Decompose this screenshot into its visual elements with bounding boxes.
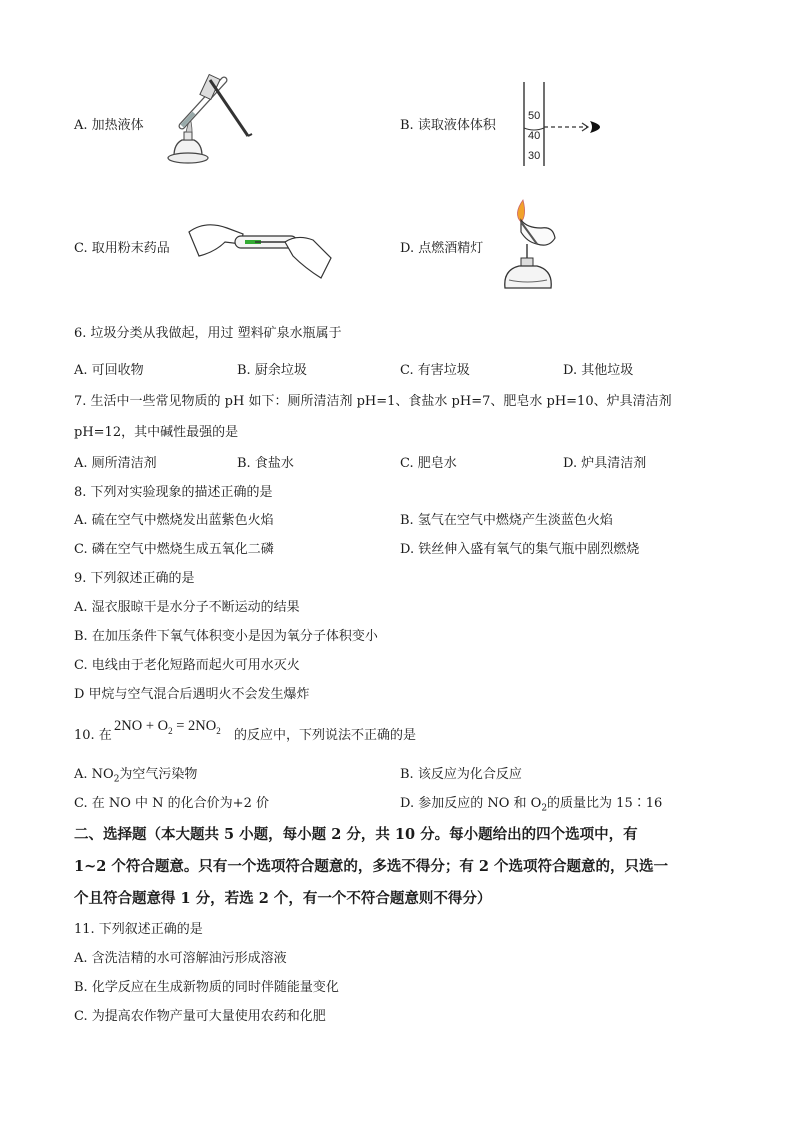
graduated-cylinder-figure: [520, 80, 610, 170]
q9-stem: 9. 下列叙述正确的是: [74, 571, 195, 586]
q8-option-a: A. 硫在空气中燃烧发出蓝紫色火焰: [74, 513, 274, 528]
q8-option-b: B. 氢气在空气中燃烧产生淡蓝色火焰: [400, 513, 613, 528]
heating-liquid-figure: [152, 66, 254, 170]
q9-option-c: C. 电线由于老化短路而起火可用水灭火: [74, 658, 300, 673]
q6-option-a: A. 可回收物: [74, 363, 144, 378]
q7-option-c: C. 肥皂水: [400, 456, 457, 471]
q9-option-a: A. 湿衣服晾干是水分子不断运动的结果: [74, 600, 300, 615]
q8-stem: 8. 下列对实验现象的描述正确的是: [74, 485, 273, 500]
q5-option-d: D. 点燃酒精灯: [400, 241, 484, 256]
q8-option-d: D. 铁丝伸入盛有氧气的集气瓶中剧烈燃烧: [400, 542, 640, 557]
q8-option-c: C. 磷在空气中燃烧生成五氧化二磷: [74, 542, 274, 557]
q10-option-b: B. 该反应为化合反应: [400, 767, 522, 782]
section2-heading-line3: 个且符合题意得 1 分，若选 2 个，有一个不符合题意则不得分）: [74, 890, 492, 907]
section2-heading-line1: 二、选择题（本大题共 5 小题，每小题 2 分，共 10 分。每小题给出的四个选项中，有: [74, 826, 638, 843]
q7-option-b: B. 食盐水: [237, 456, 294, 471]
alcohol-lamp-figure: [497, 198, 577, 298]
q6-option-b: B. 厨余垃圾: [237, 363, 307, 378]
q9-option-b: B. 在加压条件下氧气体积变小是因为氧分子体积变小: [74, 629, 378, 644]
q5-option-a: A. 加热液体: [74, 118, 144, 133]
cylinder-tick-40: 40: [528, 130, 541, 142]
q7-option-d: D. 炉具清洁剂: [563, 456, 647, 471]
q5-option-b: B. 读取液体体积: [400, 118, 496, 133]
q11-option-c: C. 为提高农作物产量可大量使用农药和化肥: [74, 1009, 326, 1024]
q10-prefix: 10. 在: [74, 728, 112, 743]
q7-stem-line2: pH=12，其中碱性最强的是: [74, 425, 239, 440]
q6-option-d: D. 其他垃圾: [563, 363, 634, 378]
q10-option-d: D. 参加反应的 NO 和 $O_2$的质量比为 15∶16: [400, 796, 663, 814]
q6-stem: 6. 垃圾分类从我做起，用过 塑料矿泉水瓶属于: [74, 326, 342, 341]
q10-equation: $2NO + O_2 = 2NO_2$: [114, 718, 221, 736]
q11-option-b: B. 化学反应在生成新物质的同时伴随能量变化: [74, 980, 339, 995]
powder-medicine-figure: [185, 212, 335, 282]
q7-stem-line1: 7. 生活中一些常见物质的 pH 如下：厕所清洁剂 pH=1、食盐水 pH=7、肥皂水 pH=10、炉具清洁剂: [74, 394, 672, 409]
cylinder-tick-30: 30: [528, 150, 541, 162]
q10-option-c: C. 在 NO 中 N 的化合价为+2 价: [74, 796, 269, 811]
cylinder-tick-50: 50: [528, 110, 541, 122]
section2-heading-line2: 1~2 个符合题意。只有一个选项符合题意的，多选不得分；有 2 个选项符合题意的，只选一: [74, 858, 669, 875]
q10-option-a: A. $NO_2$为空气污染物: [74, 767, 198, 785]
q7-option-a: A. 厕所清洁剂: [74, 456, 157, 471]
q9-option-d: D 甲烷与空气混合后遇明火不会发生爆炸: [74, 687, 310, 702]
q11-option-a: A. 含洗洁精的水可溶解油污形成溶液: [74, 951, 287, 966]
q6-option-c: C. 有害垃圾: [400, 363, 470, 378]
q5-option-c: C. 取用粉末药品: [74, 241, 170, 256]
q11-stem: 11. 下列叙述正确的是: [74, 922, 203, 937]
q10-suffix: 的反应中，下列说法不正确的是: [234, 728, 417, 743]
